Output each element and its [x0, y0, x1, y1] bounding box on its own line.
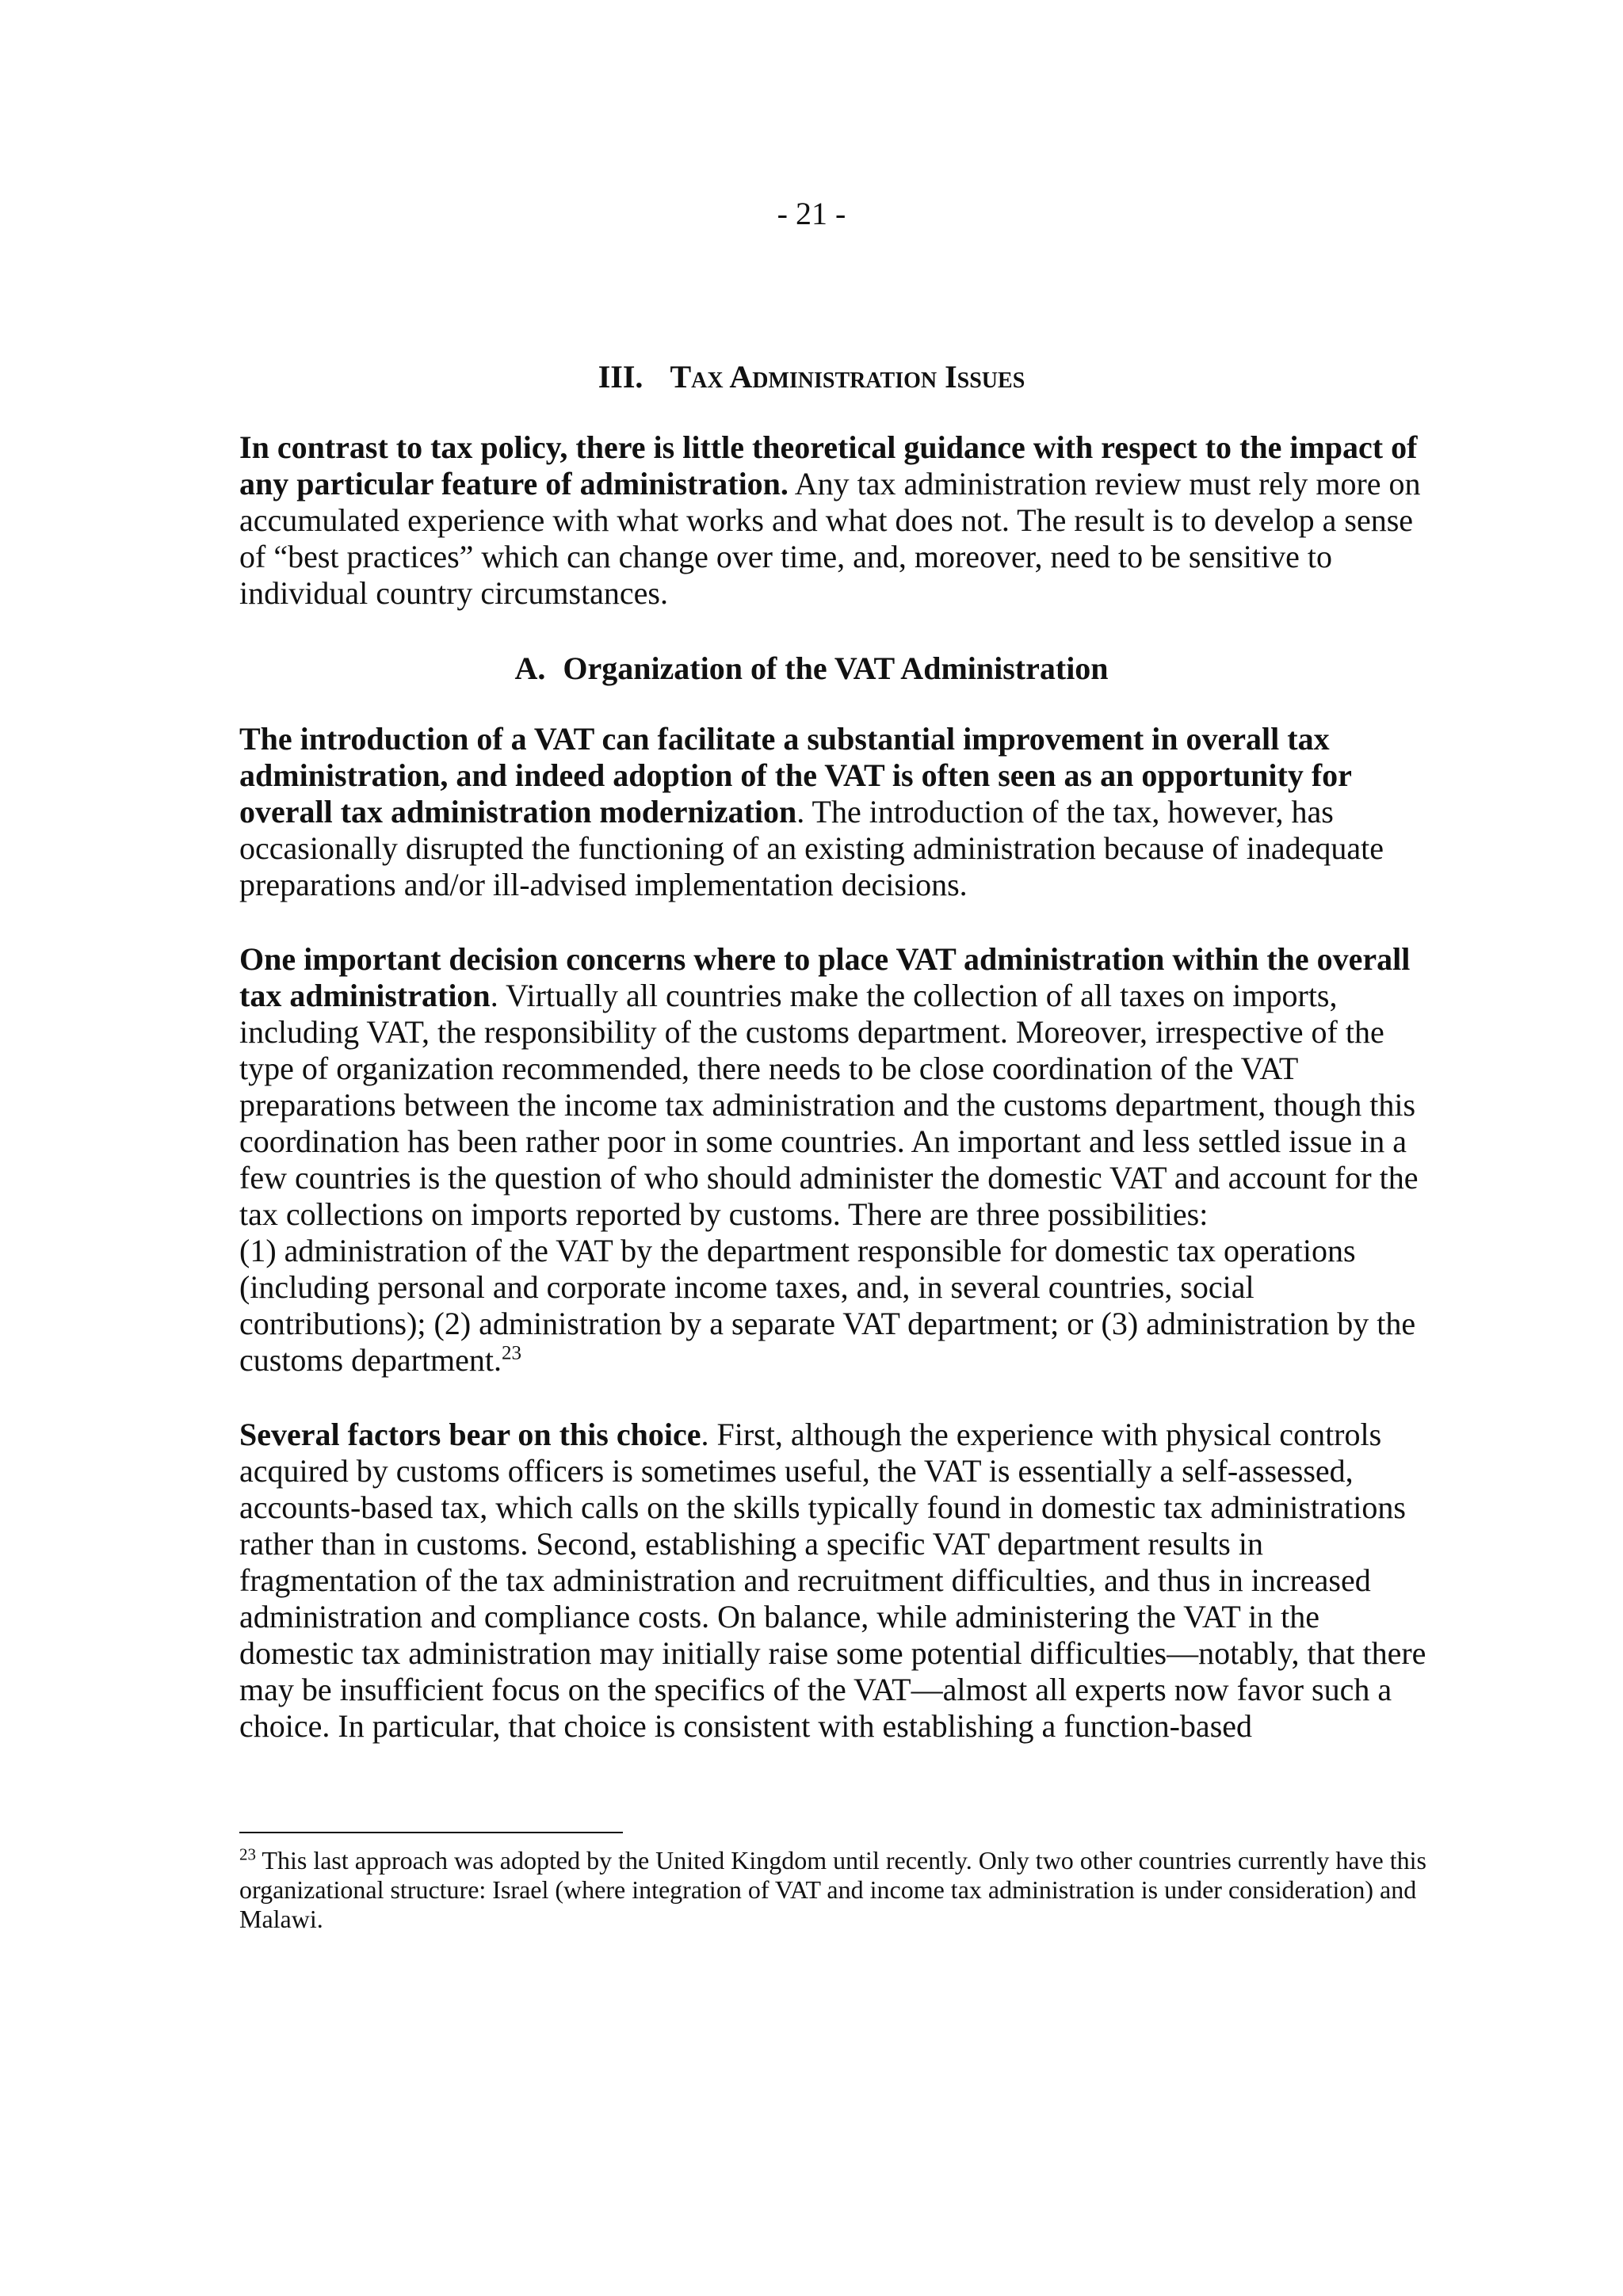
- paragraph-lead-text: One important decision concerns where to place VAT administration within the overall tax administration: [239, 941, 1411, 1013]
- footnote-reference[interactable]: 23: [502, 1342, 522, 1364]
- paragraph-vat-placement: [239, 941, 1434, 1379]
- section-title: Tax Administration Issues: [670, 359, 1025, 395]
- page-number: - 21 -: [777, 196, 846, 231]
- intro-paragraph: [239, 429, 1434, 612]
- section-heading: [0, 358, 1623, 396]
- intro-body-text: Any tax administration review must rely more on accumulated experience with what works and what does not. The result is to develop a sense of “best practices” which can change over time, and, moreover, need to be sensitive to individual country circumstances.: [239, 466, 1421, 611]
- paragraph-lead-text: The introduction of a VAT can facilitate a substantial improvement in overall tax administration, and indeed adoption of the VAT is often seen as an opportunity for overall tax administration modernization: [239, 721, 1352, 830]
- paragraph-body-text: . The introduction of the tax, however, has occasionally disrupted the functioning of an existing administration because of inadequate preparations and/or ill-advised implementation decisions.: [239, 794, 1384, 902]
- paragraph-body-text: . First, although the experience with physical controls acquired by customs officers is sometimes useful, the VAT is essentially a self-assessed, accounts-based tax, which calls on the skills typically found in domestic tax administrations rather than in customs. Second, establishing a specific VAT department results in fragmentation of the tax administration and recruitment difficulties, and thus in increased administration and compliance costs. On balance, while administering the VAT in the domestic tax administration may initially raise some potential difficulties—notably, that there may be insufficient focus on the specifics of the VAT—almost all experts now favor such a choice. In particular, that choice is consistent with establishing a function-based: [239, 1417, 1426, 1744]
- footnote-divider: [239, 1832, 623, 1833]
- section-number: III.: [598, 359, 643, 395]
- intro-lead-sentence: In contrast to tax policy, there is little theoretical guidance with respect to the impact of any particular feature of administration.: [239, 429, 1418, 502]
- subsection-letter: A.: [514, 650, 546, 686]
- footnote-number: 23: [239, 1844, 256, 1864]
- footnote: [239, 1846, 1434, 1934]
- paragraph-body-text: . Virtually all countries make the collection of all taxes on imports, including VAT, the responsibility of the customs department. Moreover, irrespective of the type of organization recommended, there needs to be close coordination of the VAT preparations between the income tax administration and the customs department, though this coordination has been rather poor in some countries. An important and less settled issue in a few countries is the question of who should administer the domestic VAT and account for the tax collections on imports reported by customs. There are three possibilities:: [239, 978, 1419, 1232]
- subsection-heading: [0, 650, 1623, 688]
- subsection-title: Organization of the VAT Administration: [563, 650, 1109, 686]
- footnote-text: This last approach was adopted by the United Kingdom until recently. Only two other countries currently have this organizational structure: Israel (where integration of VAT and income tax administration is under consideration) and Malawi.: [239, 1846, 1426, 1933]
- paragraph-continuation-text: (1) administration of the VAT by the department responsible for domestic tax operations (including personal and corporate income taxes, and, in several countries, social contributions); (2) administration by a separate VAT department; or (3) administration by the customs department.: [239, 1233, 1416, 1378]
- paragraph-several-factors: [239, 1417, 1434, 1745]
- paragraph-vat-introduction: [239, 721, 1434, 903]
- paragraph-lead-text: Several factors bear on this choice: [239, 1417, 701, 1452]
